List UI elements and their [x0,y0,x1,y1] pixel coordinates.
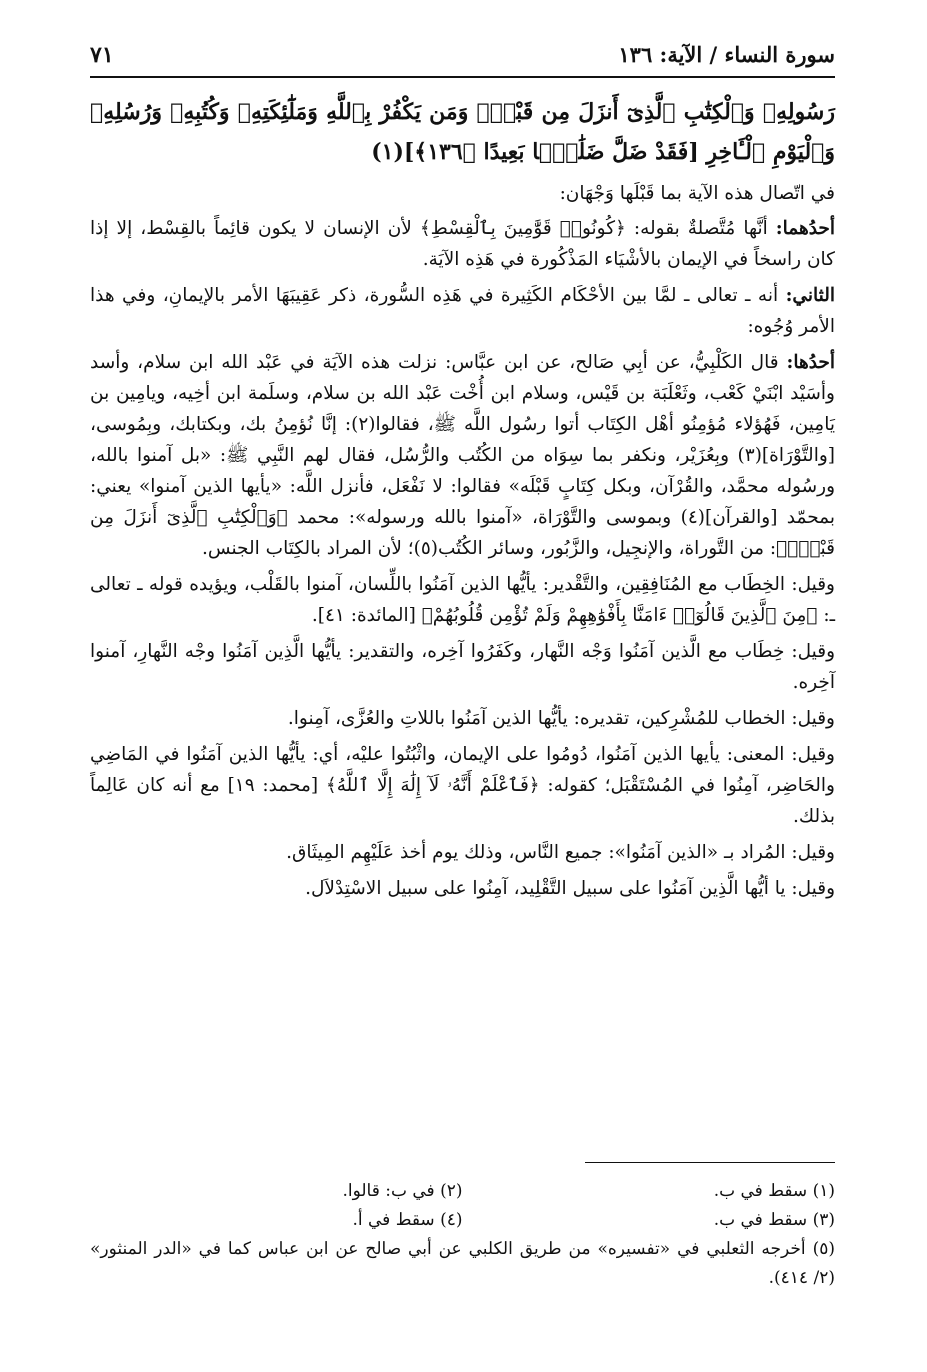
paragraph-persist: وقيل: المعنى: يأيها الذين آمَنُوا، دُومُوا على الإيمان، واثْبُتُوا عليْه، أي: يأيُّها الذين آمَنُوا في المَاضِي والحَاضِر، آمِنُوا في المُسْتَقْبَل؛ كقوله: ﴿فَٱعْلَمْ أَنَّهُۥ لَآ إِلَٰهَ إِلَّا ٱللَّهُ﴾ [محمد: ١٩] مع أنه كان عَالِماً بذلك. [90,744,835,827]
paragraph-polytheists: وقيل: الخطاب للمُشْرِكين، تقديره: يأيُّها الذين آمَنُوا باللاتِ والعُزَّى، آمِنوا. [287,708,835,729]
header-rule [90,76,835,78]
footnote-3: (٣) سقط في ب. [713,1210,835,1230]
paragraph-second-aspect [90,280,835,342]
paragraph-covenant: وقيل: المُراد بـ «الذين آمَنُوا»: جميع النَّاس، وذلك يوم أخذ عَلَيْهِم المِيثَاق. [286,842,835,863]
page-header [90,40,835,80]
paragraph-label: الثاني: [785,285,835,306]
footnote-1: (١) سقط في ب. [713,1181,835,1201]
intro-line: في اتّصال هذه الآية بما قَبْلَها وَجْهَان: [559,183,835,204]
paragraph-text: قال الكَلْبِيُّ، عن أبِي صَالح، عن ابن عبَّاس: نزلت هذه الآيَة في عَبْد الله ابن سلام، وأسد وأسَيْد ابْنَيْ كَعْب، وثَعْلَبَة بن قَيْس، وسلام ابن أُخْت عَبْد الله بن سلام، وسلَمة ابن أخِيه، ويامِين بن يَامِين، فَهُؤلاء مُؤمِنُو أهْل الكِتَاب أتوا رسُول اللَّه ﷺ، فقالوا(٢): إنَّا نُؤمِنُ بك، وبكتابك، وبِمُوسى، [والتَّوْرَاة](٣) وبِعُزَيْر، ونكفر بما سِوَاه من الكُتُب والرُّسُل، فقال لهم النَّبِي ﷺ: «بل آمنوا بالله، ورسُوله محمَّد، والقُرْآن، وبكل كِتَابٍ قَبْلَه» فقالوا: لا نَفْعَل، فأنزل اللَّه: «يأيها الذين آمنوا» يعني: بمحمّد [والقرآن](٤) وبموسى والتَّوْرَاة، «آمنوا بالله ورسوله»: محمد ﴿وَٱلْكِتَٰبِ ٱلَّذِىٓ أَنزَلَ مِن قَبْلُۚ﴾: من التَّوراة، والإنجِيل، والزَّبُور، وسائر الكُتُب(٥)؛ لأن المراد بالكِتَاب الجنس. [90,352,836,559]
footnote-2: (٢) في ب: قالوا. [342,1181,463,1201]
paragraph-label: أحدُهما: [775,218,835,239]
paragraph-label: أحدُها: [786,352,835,373]
paragraph-imitation: وقيل: يا أيُّها الَّذِين آمَنُوا على سبيل التَّقْلِيد، آمِنُوا على سبيل الاسْتِدْلاَل. [305,878,835,899]
footnote-4: (٤) سقط في أ. [352,1210,463,1230]
paragraph-first-opinion [90,347,835,564]
footnote-5: (٥) أخرجه الثعلبي في «تفسيره» من طريق الكلبي عن أبي صالح عن ابن عباس كما في «الدر المنثور» (٢/ ٤١٤). [90,1239,835,1288]
surah-verse-title: سورة النساء / الآية: ١٣٦ [618,42,835,67]
quran-verse: رَسُولِهِۦ وَٱلْكِتَٰبِ ٱلَّذِىٓ أَنزَلَ مِن قَبْلُۚ وَمَن يَكْفُرْ بِٱللَّهِ وَمَلَٰٓئِكَتِهِۦ وَكُتُبِهِۦ وَرُسُلِهِۦ وَٱلْيَوْمِ ٱلْـَٔاخِرِ [فَقَدْ ضَلَّ ضَلَٰلًۢا بَعِيدًا ﴿١٣٦﴾](١) [90,99,835,165]
paragraph-first-aspect [90,213,835,275]
footnote-row [90,1206,835,1235]
page-number: ٧١ [90,42,114,68]
paragraph-hypocrites: وقيل: الخِطَاب مع المُنَافِقِين، والتَّقْدير: يأيُّها الذين آمَنُوا باللِّسان، آمنوا بالقَلْب، ويؤيده قوله ـ تعالى ـ: ﴿مِنَ ٱلَّذِينَ قَالُوٓا۟ ءَامَنَّا بِأَفْوَٰهِهِمْ وَلَمْ تُؤْمِن قُلُوبُهُمْ﴾ [المائدة: ٤١]. [90,574,835,626]
footnote-rule [585,1162,835,1163]
paragraph-text: أنَّها مُتَّصلةٌ بقوله: ﴿كُونُوا۟ قَوَّٰمِينَ بِٱلْقِسْطِ﴾ لأن الإنسان لا يكون قائِماً بالقِسْط، إلا إذا كان راسخاً في الإيمان بالأشْيَاء المَذْكُورة في هَذِه الآيَة. [90,218,835,270]
footnote-row [90,1177,835,1206]
paragraph-text: أنه ـ تعالى ـ لمَّا بين الأحْكَام الكَثِيرة في هَذِه السُّورة، ذكر عَقِيبَهَا الأمر بالإيمانِ، وفي هذا الأمر وُجُوه: [90,285,835,337]
page-body [90,92,835,909]
paragraph-day-time: وقيل: خِطَاب مع الَّذين آمَنُوا وَجْه النَّهار، وكَفَرُوا آخِره، والتقدير: يأيُّها الَّذِين آمَنُوا وجْه النَّهارِ، آمنوا آخِره. [90,641,835,693]
footnotes [90,1177,835,1293]
